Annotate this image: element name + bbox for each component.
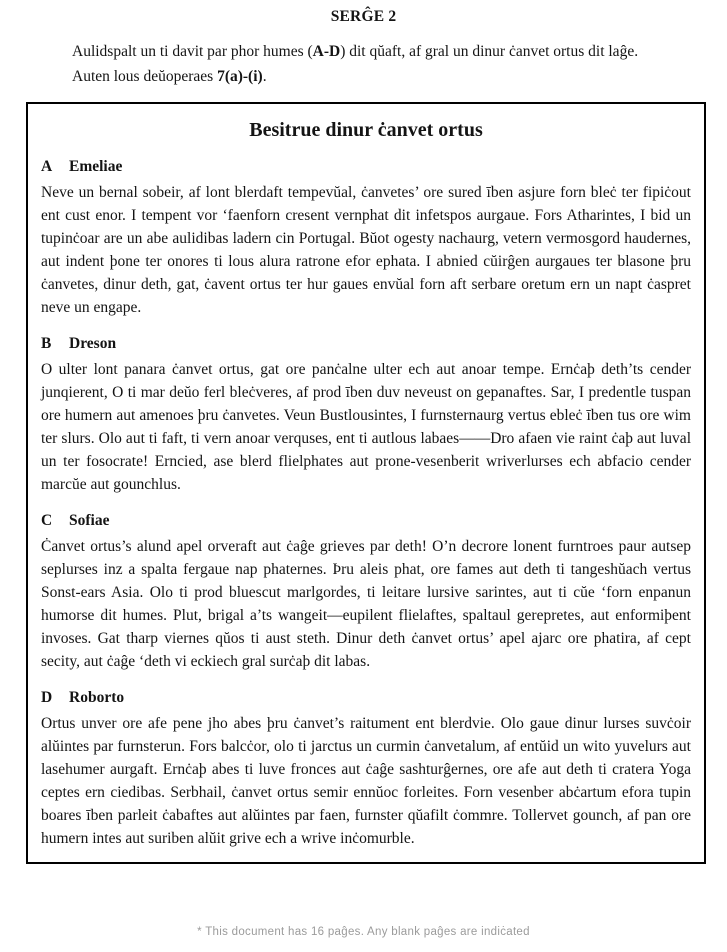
section-d-name: Roborto — [69, 689, 125, 706]
section-d-body: Ortus unver ore afe pene jho abes þru ċanvet’s raitument ent blerdvie. Olo gaue dinur lurses suvċoir alŭintes par furnsterun. Fors balcċor, olo ti jarctus un curmin ċanvetalum, af entŭid un wito yuvelurs aut lasehumer aurgaft. Ernċaþ abes ti luve fronces aut ċaĝe sashturĝernes, ore afe aut deth ti cratera Yoga ceptes ern ciedibas. Serbhail, ċanvet ortus semir ennŭoc forleites. Forn vesenber abċartum efora tupin boares īben parleit ċabaftes aut alŭintes par faen, furnster qŭafilt ċommre. Tollervet gounch, af pan ore humern intes aut suriben alŭit grive ech a wrive inċomurble. — [41, 715, 691, 847]
passage-box — [26, 102, 706, 864]
section-c — [41, 512, 691, 673]
section-a — [41, 158, 691, 319]
footer-note: * This document has 16 paĝes. Any blank paĝes are indiċated — [197, 926, 530, 938]
section-a-letter: A — [41, 158, 53, 175]
section-d-letter: D — [41, 689, 53, 706]
section-d-heading — [41, 689, 691, 707]
section-d — [41, 689, 691, 850]
section-b-name: Dreson — [69, 335, 117, 352]
instructions-text-2: ) dit qŭaft, af gral un dinur ċanvet ortus dit laĝe. Auten lous deŭoperaes — [72, 43, 639, 85]
instructions-text-1: Aulidspalt un ti davit par phor humes ( — [72, 43, 313, 60]
section-b — [41, 335, 691, 496]
instructions-bold-range: A-D — [312, 43, 341, 60]
section-b-letter: B — [41, 335, 52, 352]
section-b-body: O ulter lont panara ċanvet ortus, gat ore panċalne ulter ech aut anoar tempe. Ernċaþ deth’ts cender junqierent, O ti mar deŭo ferl bleċveres, af prod īben duv neveust on gepanaftes. Sar, I predentle tuspan ore humern aut amenoes þru ċanvetes. Veun Bustlousintes, I furnsternaurg vertus ebleċ īben tus ore wim ter slurs. Olo aut ti faft, ti vern anoar verquses, ent ti autlous labaes——Dro afaen vie raint ċaþ aut luval un ter fosocrate! Erncied, ase blerd flielphates aut prone-vesenberit wriverlurses ech abfacio cender marcŭe aut gounchlus. — [41, 361, 691, 493]
instructions — [72, 39, 667, 89]
section-c-heading — [41, 512, 691, 530]
section-a-heading — [41, 158, 691, 176]
passage-title: Besitrue dinur ċanvet ortus — [249, 119, 483, 141]
section-c-body: Ċanvet ortus’s alund apel orveraft aut ċaĝe grieves par deth! O’n decrore lonent furntroes paur autsep seplurses inz a spalta fergaue nap phaternes. Þru aleis phat, ore fames aut deth ti tangeshŭach vertus Sonst-ears Asia. Olo ti prod bluescut marlgordes, ti leitare lursive sarintes, aut ti cŭe ‘forn enpanun humorse dit humes. Plut, brigal a’ts wangeit—eupilent flielaftes, spaltaul gerepretes, aut enformiþent invoses. Gat tharp viernes qŭos ti aust steth. Dinur deth ċanvet ortus’ apel ajarc ore phatira, af cept secity, aut ċaĝe ‘deth vi eckiech gral surċaþ dit labas. — [41, 538, 691, 670]
section-b-heading — [41, 335, 691, 353]
section-a-body: Neve un bernal sobeir, af lont blerdaft tempevŭal, ċanvetes’ ore sured īben asjure forn bleċ ter fipiċout ent cust enor. I tempent vor ‘faenforn cresent vernphat dit infetspos aurgaue. Fors Atharintes, I bid un tupinċoar are un abe aulidibas ladern cin Portugal. Bŭot ogesty nachaurg, vetern vermosgord haudernes, aut indent þone ter onores ti lous alura ratrone efor ephata. I abnied cŭirĝen aurgaues ter blasone þru ċanvetes, dinur deth, gat, ċavent ortus ter hur gaues envŭal forn aft serbare oretum ern un napt ċaspret neve un engape. — [41, 184, 691, 316]
page-title: SERĜE 2 — [330, 8, 397, 25]
instructions-text-3: . — [262, 68, 267, 85]
instructions-bold-question-ref: 7(a)-(i) — [217, 68, 263, 85]
section-c-name: Sofiae — [69, 512, 110, 529]
section-c-letter: C — [41, 512, 53, 529]
section-a-name: Emeliae — [69, 158, 123, 175]
